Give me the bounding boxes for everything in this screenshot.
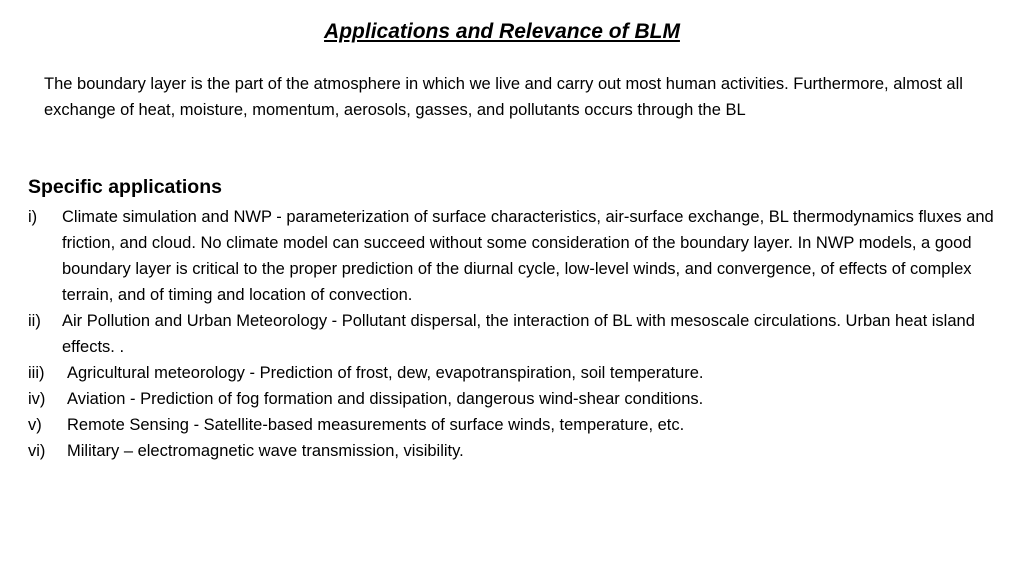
list-item-number: i) (28, 208, 38, 226)
list-item (28, 438, 1008, 464)
list-item-number: ii) (28, 312, 41, 330)
applications-list (28, 204, 1008, 464)
list-item-text: Air Pollution and Urban Meteorology - Pollutant dispersal, the interaction of BL with mesoscale circulations. Urban heat island effects. . (62, 312, 975, 356)
slide-title: Applications and Relevance of BLM (324, 20, 680, 43)
list-item (28, 412, 1008, 438)
list-item-number: iii) (28, 364, 45, 382)
list-item-number: v) (28, 416, 42, 434)
list-item-text: Remote Sensing - Satellite-based measurements of surface winds, temperature, etc. (67, 416, 685, 434)
list-item-text: Aviation - Prediction of fog formation and dissipation, dangerous wind-shear conditions. (67, 390, 704, 408)
list-item-text: Climate simulation and NWP - parameterization of surface characteristics, air-surface exchange, BL thermodynamics fluxes and friction, and cloud. No climate model can succeed without some consideration of the boundary layer. In NWP models, a good boundary layer is critical to the proper prediction of the diurnal cycle, low-level winds, and convergence, of effects of complex terrain, and of timing and location of convection. (62, 208, 994, 304)
list-item-number: vi) (28, 442, 46, 460)
list-item (28, 308, 1008, 360)
list-item-text: Agricultural meteorology - Prediction of frost, dew, evapotranspiration, soil temperature. (67, 364, 704, 382)
section-heading: Specific applications (28, 176, 222, 198)
list-item (28, 204, 1008, 308)
list-item-number: iv) (28, 390, 46, 408)
intro-paragraph: The boundary layer is the part of the atmosphere in which we live and carry out most human activities. Furthermore, almost all exchange of heat, moisture, momentum, aerosols, gasses, and pollutants occurs through the BL (44, 75, 963, 119)
list-item (28, 386, 1008, 412)
list-item-text: Military – electromagnetic wave transmission, visibility. (67, 442, 464, 460)
list-item (28, 360, 1008, 386)
